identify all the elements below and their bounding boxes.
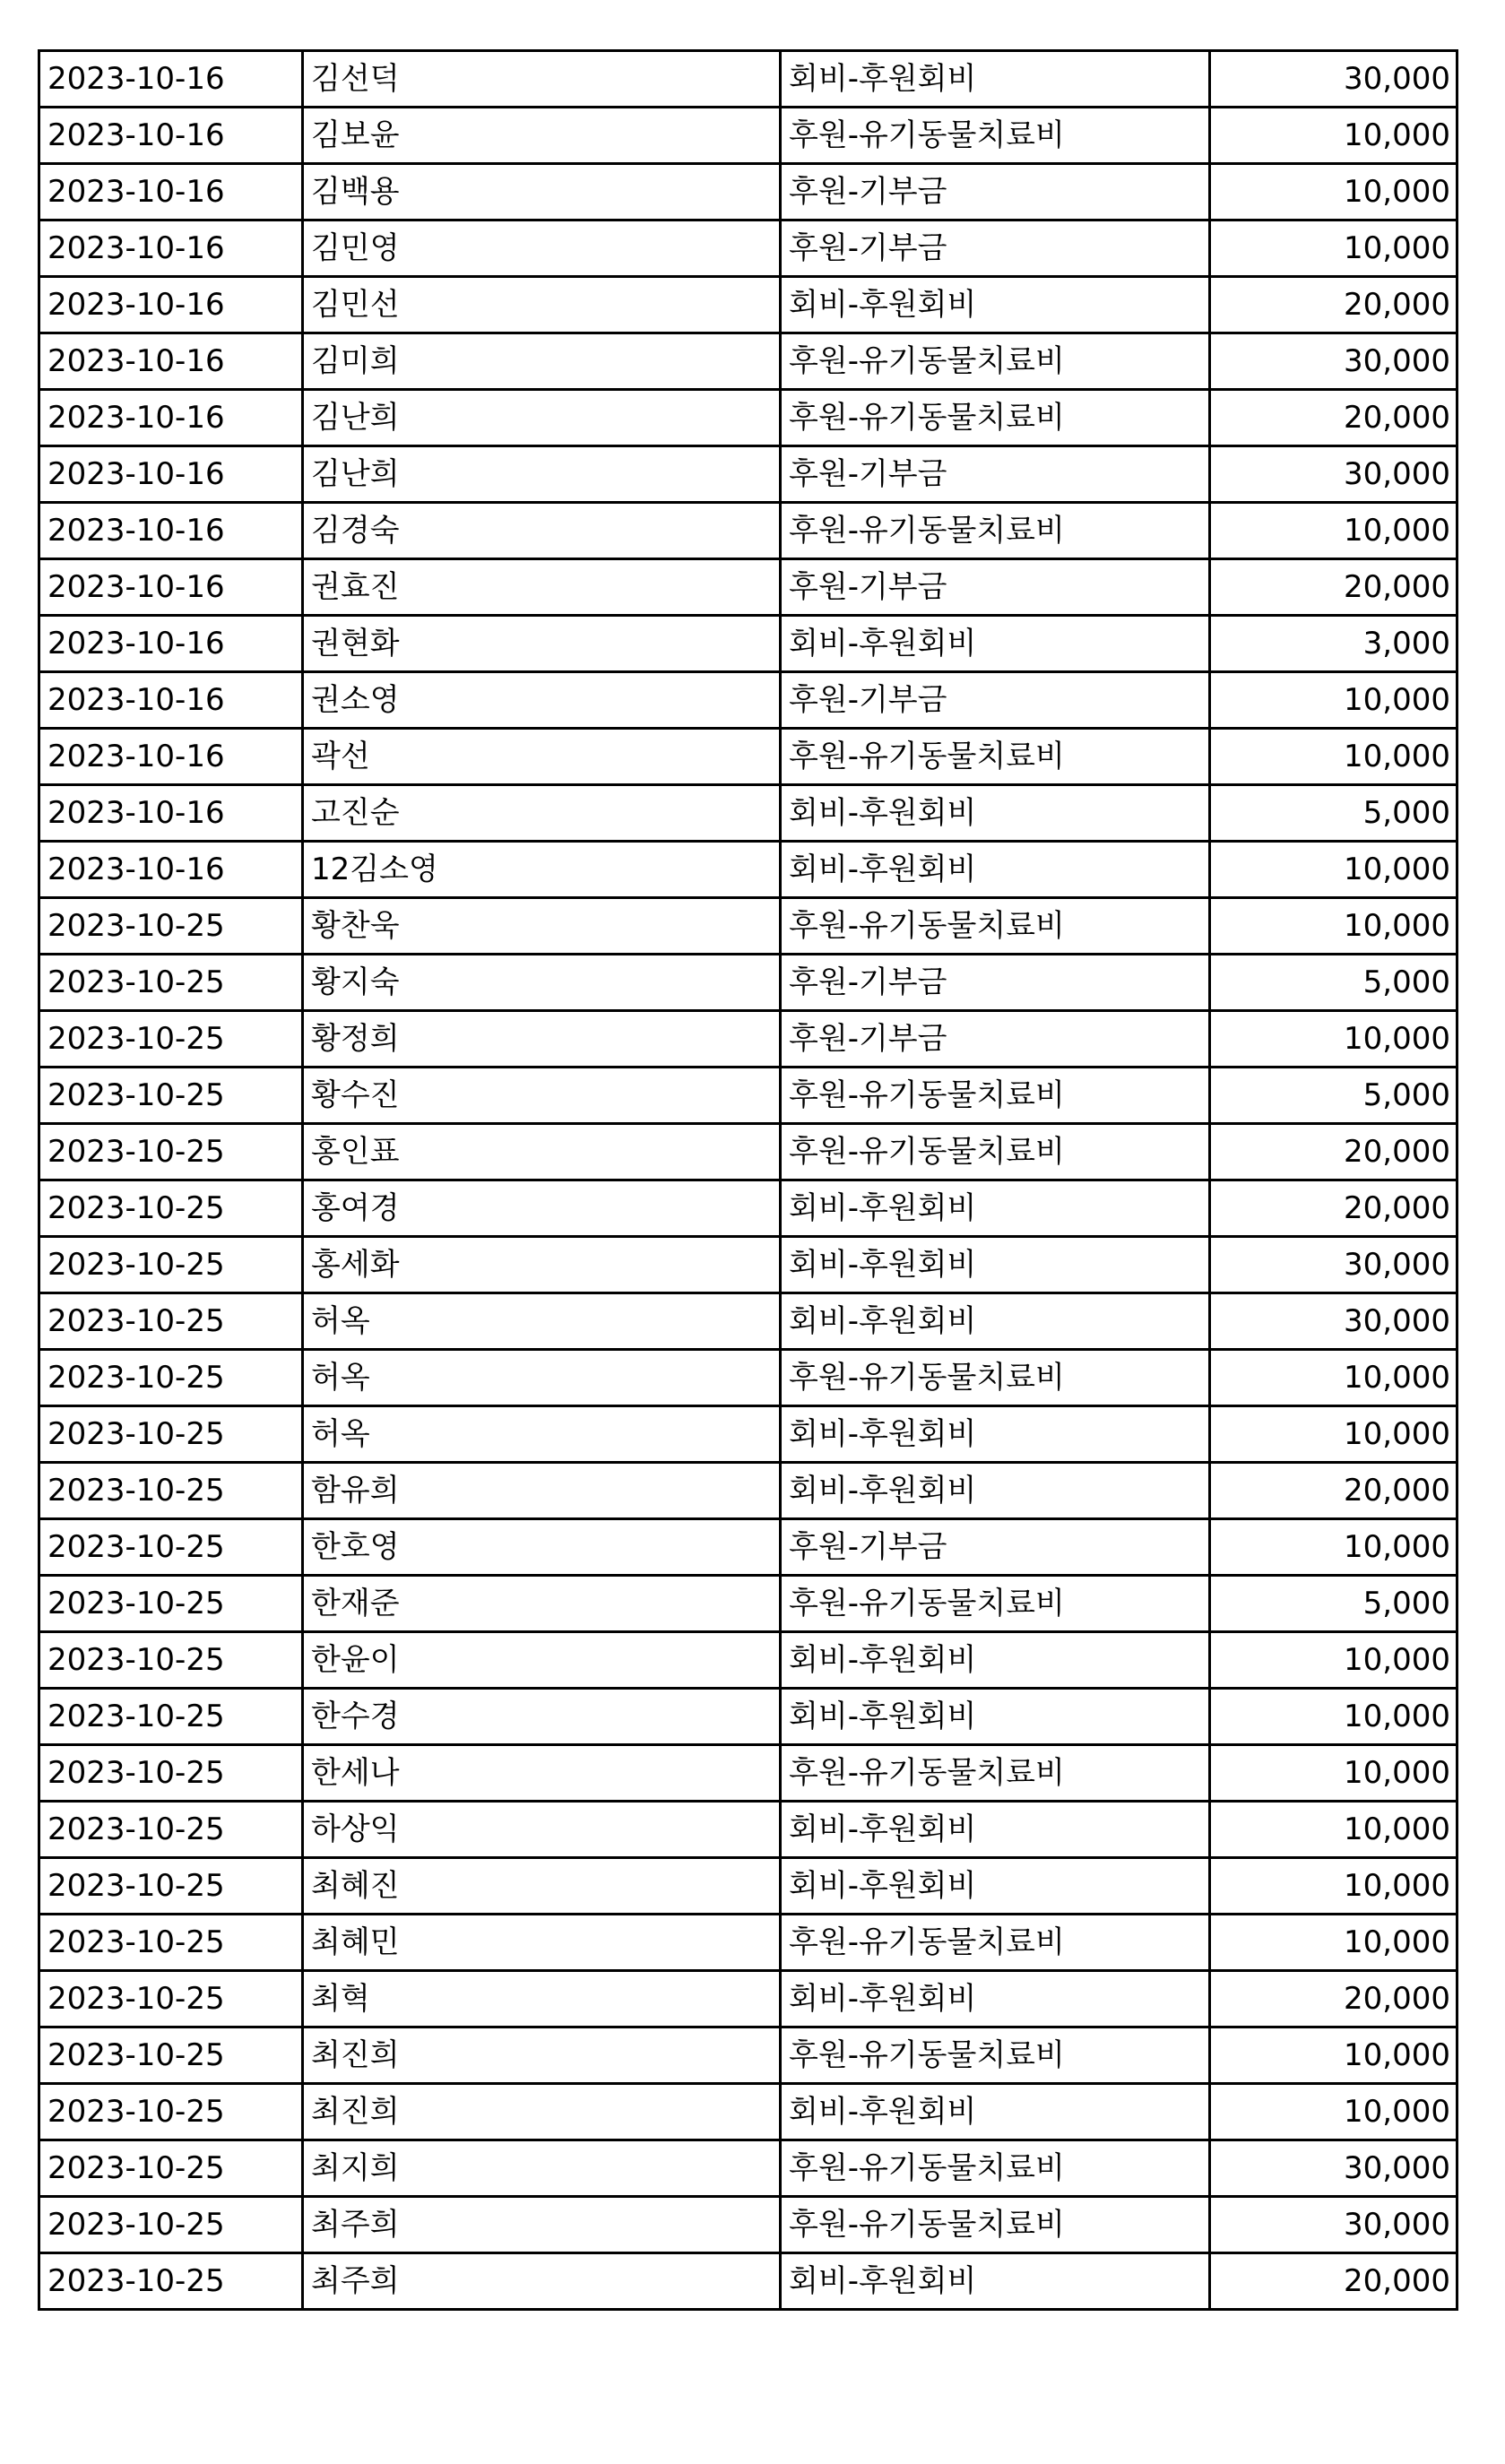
category-cell: 회비-후원회비 [781,2253,1210,2310]
table-row [39,672,1457,729]
date-cell: 2023-10-25 [39,2140,303,2197]
date-cell: 2023-10-25 [39,955,303,1011]
table-row [39,1802,1457,1858]
table-row [39,616,1457,672]
date-cell: 2023-10-25 [39,1350,303,1406]
category-cell: 회비-후원회비 [781,1463,1210,1519]
table-row [39,2027,1457,2084]
date-cell: 2023-10-25 [39,2253,303,2310]
category-cell: 회비-후원회비 [781,1632,1210,1689]
date-cell: 2023-10-16 [39,164,303,220]
date-cell: 2023-10-16 [39,785,303,842]
name-cell: 최진희 [303,2084,781,2140]
name-cell: 김민영 [303,220,781,277]
table-row [39,955,1457,1011]
category-cell: 후원-기부금 [781,1011,1210,1068]
table-row [39,1237,1457,1293]
amount-cell: 30,000 [1210,51,1457,108]
name-cell: 황찬욱 [303,898,781,955]
date-cell: 2023-10-16 [39,390,303,446]
category-cell: 회비-후원회비 [781,51,1210,108]
table-row [39,51,1457,108]
date-cell: 2023-10-25 [39,1406,303,1463]
category-cell: 회비-후원회비 [781,277,1210,333]
category-cell: 회비-후원회비 [781,1293,1210,1350]
name-cell: 김민선 [303,277,781,333]
amount-cell: 20,000 [1210,390,1457,446]
amount-cell: 5,000 [1210,1576,1457,1632]
amount-cell: 5,000 [1210,785,1457,842]
amount-cell: 10,000 [1210,164,1457,220]
date-cell: 2023-10-16 [39,333,303,390]
table-row [39,1350,1457,1406]
date-cell: 2023-10-25 [39,1237,303,1293]
date-cell: 2023-10-25 [39,898,303,955]
amount-cell: 10,000 [1210,1406,1457,1463]
table-row [39,1406,1457,1463]
category-cell: 후원-기부금 [781,1519,1210,1576]
date-cell: 2023-10-16 [39,729,303,785]
table-row [39,842,1457,898]
date-cell: 2023-10-25 [39,1011,303,1068]
table-row [39,390,1457,446]
date-cell: 2023-10-25 [39,1858,303,1915]
amount-cell: 5,000 [1210,1068,1457,1124]
date-cell: 2023-10-25 [39,1068,303,1124]
amount-cell: 10,000 [1210,1745,1457,1802]
amount-cell: 10,000 [1210,1915,1457,1971]
category-cell: 후원-기부금 [781,164,1210,220]
table-row [39,2197,1457,2253]
category-cell: 회비-후원회비 [781,1406,1210,1463]
table-row [39,108,1457,164]
table-row [39,1689,1457,1745]
amount-cell: 20,000 [1210,559,1457,616]
date-cell: 2023-10-16 [39,559,303,616]
name-cell: 함유희 [303,1463,781,1519]
name-cell: 최주희 [303,2197,781,2253]
table-row [39,729,1457,785]
amount-cell: 10,000 [1210,729,1457,785]
amount-cell: 30,000 [1210,1293,1457,1350]
category-cell: 회비-후원회비 [781,1802,1210,1858]
table-row [39,220,1457,277]
name-cell: 한세나 [303,1745,781,1802]
amount-cell: 10,000 [1210,220,1457,277]
amount-cell: 30,000 [1210,2197,1457,2253]
category-cell: 회비-후원회비 [781,1180,1210,1237]
name-cell: 권현화 [303,616,781,672]
category-cell: 회비-후원회비 [781,785,1210,842]
category-cell: 회비-후원회비 [781,1237,1210,1293]
table-row [39,503,1457,559]
date-cell: 2023-10-16 [39,446,303,503]
category-cell: 후원-기부금 [781,446,1210,503]
amount-cell: 5,000 [1210,955,1457,1011]
name-cell: 홍인표 [303,1124,781,1180]
table-row [39,1858,1457,1915]
category-cell: 후원-기부금 [781,955,1210,1011]
name-cell: 김난희 [303,446,781,503]
name-cell: 권효진 [303,559,781,616]
category-cell: 후원-유기동물치료비 [781,503,1210,559]
name-cell: 한수경 [303,1689,781,1745]
amount-cell: 20,000 [1210,1463,1457,1519]
table-row [39,333,1457,390]
category-cell: 후원-유기동물치료비 [781,2027,1210,2084]
category-cell: 후원-유기동물치료비 [781,1576,1210,1632]
name-cell: 김보윤 [303,108,781,164]
name-cell: 한재준 [303,1576,781,1632]
date-cell: 2023-10-25 [39,2027,303,2084]
name-cell: 김미희 [303,333,781,390]
name-cell: 12김소영 [303,842,781,898]
amount-cell: 10,000 [1210,1802,1457,1858]
table-row [39,1463,1457,1519]
date-cell: 2023-10-25 [39,1124,303,1180]
amount-cell: 10,000 [1210,1350,1457,1406]
category-cell: 회비-후원회비 [781,1689,1210,1745]
date-cell: 2023-10-16 [39,616,303,672]
category-cell: 후원-기부금 [781,220,1210,277]
category-cell: 후원-유기동물치료비 [781,1068,1210,1124]
name-cell: 황수진 [303,1068,781,1124]
table-row [39,1915,1457,1971]
category-cell: 회비-후원회비 [781,1858,1210,1915]
category-cell: 후원-유기동물치료비 [781,729,1210,785]
name-cell: 최혁 [303,1971,781,2027]
ledger-body [39,51,1457,2310]
table-row [39,1180,1457,1237]
table-row [39,446,1457,503]
amount-cell: 30,000 [1210,333,1457,390]
date-cell: 2023-10-25 [39,1519,303,1576]
date-cell: 2023-10-16 [39,842,303,898]
date-cell: 2023-10-25 [39,1293,303,1350]
amount-cell: 20,000 [1210,1124,1457,1180]
date-cell: 2023-10-25 [39,1180,303,1237]
name-cell: 한윤이 [303,1632,781,1689]
date-cell: 2023-10-25 [39,1576,303,1632]
amount-cell: 10,000 [1210,108,1457,164]
amount-cell: 10,000 [1210,1689,1457,1745]
amount-cell: 10,000 [1210,898,1457,955]
name-cell: 한호영 [303,1519,781,1576]
name-cell: 하상익 [303,1802,781,1858]
amount-cell: 20,000 [1210,2253,1457,2310]
date-cell: 2023-10-16 [39,51,303,108]
table-row [39,785,1457,842]
category-cell: 후원-유기동물치료비 [781,898,1210,955]
name-cell: 고진순 [303,785,781,842]
table-row [39,2140,1457,2197]
amount-cell: 10,000 [1210,2027,1457,2084]
category-cell: 후원-유기동물치료비 [781,108,1210,164]
category-cell: 후원-유기동물치료비 [781,1350,1210,1406]
table-row [39,1632,1457,1689]
table-row [39,1519,1457,1576]
amount-cell: 10,000 [1210,503,1457,559]
category-cell: 후원-기부금 [781,559,1210,616]
name-cell: 김난희 [303,390,781,446]
category-cell: 후원-유기동물치료비 [781,2197,1210,2253]
table-row [39,1011,1457,1068]
name-cell: 홍여경 [303,1180,781,1237]
amount-cell: 10,000 [1210,842,1457,898]
date-cell: 2023-10-25 [39,1971,303,2027]
name-cell: 최진희 [303,2027,781,2084]
name-cell: 김백용 [303,164,781,220]
table-row [39,1745,1457,1802]
table-row [39,1971,1457,2027]
date-cell: 2023-10-25 [39,2084,303,2140]
table-row [39,898,1457,955]
name-cell: 김선덕 [303,51,781,108]
table-row [39,164,1457,220]
donation-ledger-table [38,49,1458,2311]
name-cell: 곽선 [303,729,781,785]
category-cell: 후원-기부금 [781,672,1210,729]
category-cell: 후원-유기동물치료비 [781,1745,1210,1802]
table-row [39,1293,1457,1350]
date-cell: 2023-10-16 [39,220,303,277]
date-cell: 2023-10-25 [39,1802,303,1858]
name-cell: 홍세화 [303,1237,781,1293]
table-row [39,2084,1457,2140]
name-cell: 최지희 [303,2140,781,2197]
date-cell: 2023-10-25 [39,1689,303,1745]
category-cell: 후원-유기동물치료비 [781,1915,1210,1971]
table-row [39,2253,1457,2310]
category-cell: 회비-후원회비 [781,1971,1210,2027]
amount-cell: 3,000 [1210,616,1457,672]
amount-cell: 30,000 [1210,446,1457,503]
category-cell: 회비-후원회비 [781,2084,1210,2140]
category-cell: 후원-유기동물치료비 [781,390,1210,446]
date-cell: 2023-10-25 [39,1632,303,1689]
amount-cell: 10,000 [1210,1519,1457,1576]
date-cell: 2023-10-25 [39,1915,303,1971]
amount-cell: 10,000 [1210,672,1457,729]
name-cell: 권소영 [303,672,781,729]
name-cell: 황정희 [303,1011,781,1068]
name-cell: 최혜진 [303,1858,781,1915]
name-cell: 김경숙 [303,503,781,559]
amount-cell: 10,000 [1210,1632,1457,1689]
category-cell: 후원-유기동물치료비 [781,1124,1210,1180]
table-row [39,1124,1457,1180]
amount-cell: 20,000 [1210,1971,1457,2027]
amount-cell: 30,000 [1210,1237,1457,1293]
amount-cell: 10,000 [1210,1858,1457,1915]
category-cell: 후원-유기동물치료비 [781,333,1210,390]
category-cell: 후원-유기동물치료비 [781,2140,1210,2197]
name-cell: 최혜민 [303,1915,781,1971]
date-cell: 2023-10-16 [39,277,303,333]
name-cell: 허옥 [303,1350,781,1406]
date-cell: 2023-10-16 [39,672,303,729]
table-row [39,1068,1457,1124]
date-cell: 2023-10-16 [39,108,303,164]
amount-cell: 20,000 [1210,1180,1457,1237]
amount-cell: 10,000 [1210,2084,1457,2140]
category-cell: 회비-후원회비 [781,616,1210,672]
date-cell: 2023-10-25 [39,2197,303,2253]
category-cell: 회비-후원회비 [781,842,1210,898]
amount-cell: 20,000 [1210,277,1457,333]
name-cell: 최주희 [303,2253,781,2310]
amount-cell: 10,000 [1210,1011,1457,1068]
name-cell: 허옥 [303,1293,781,1350]
table-row [39,559,1457,616]
amount-cell: 30,000 [1210,2140,1457,2197]
table-row [39,1576,1457,1632]
table-row [39,277,1457,333]
name-cell: 허옥 [303,1406,781,1463]
date-cell: 2023-10-25 [39,1745,303,1802]
date-cell: 2023-10-25 [39,1463,303,1519]
date-cell: 2023-10-16 [39,503,303,559]
name-cell: 황지숙 [303,955,781,1011]
